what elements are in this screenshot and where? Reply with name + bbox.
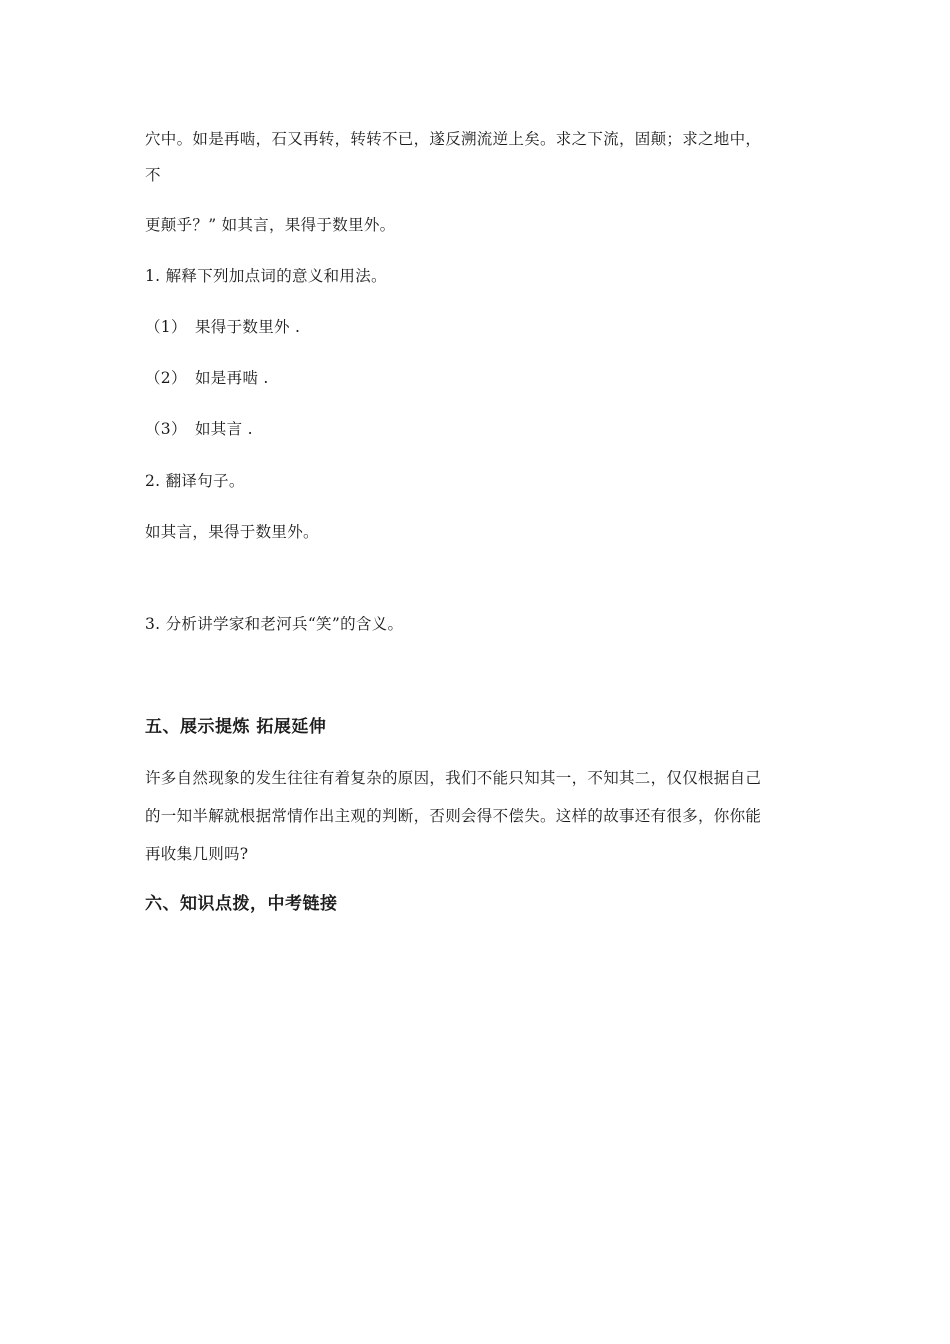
question-1-item-2 [145,368,810,388]
passage-line-1: 穴中。如是再啮，石又再转，转转不已，遂反溯流逆上矣。求之下流，固颠；求之地中， [145,130,762,148]
section-5-para-line-3: 再收集几则吗? [145,845,249,863]
question-1-item-3 [145,419,810,439]
section-5-heading: 五、展示提炼 拓展延伸 [145,717,327,737]
passage-line-1-wrap: 不 [145,166,161,184]
question-1-title: 1. 解释下列加点词的意义和用法。 [145,267,387,285]
question-2-sentence: 如其言，果得于数里外。 [145,523,319,541]
question-3-title: 3. 分析讲学家和老河兵“笑”的含义。 [145,615,404,633]
item-label: （1） [145,318,187,336]
question-2-title: 2. 翻译句子。 [145,472,245,490]
passage-line-2: 更颠乎？” 如其言，果得于数里外。 [145,216,396,234]
section-6-heading: 六、知识点拨，中考链接 [145,894,338,914]
section-5-para-line-2: 的一知半解就根据常情作出主观的判断，否则会得不偿失。这样的故事还有很多，你你能 [145,807,762,825]
item-text: 如其言 . [195,420,253,438]
question-1-item-1 [145,317,810,337]
item-text: 如是再啮 . [195,369,269,387]
item-label: （2） [145,369,187,387]
section-5-para-line-1: 许多自然现象的发生往往有着复杂的原因，我们不能只知其一，不知其二，仅仅根据自己 [145,769,762,787]
item-text: 果得于数里外 . [195,318,301,336]
item-label: （3） [145,420,187,438]
